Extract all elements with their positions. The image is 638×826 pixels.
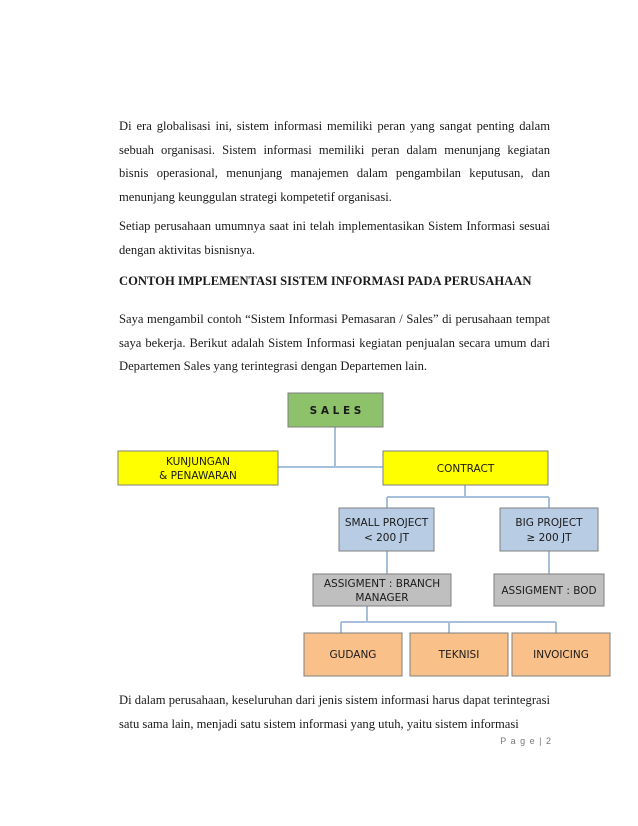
node-assigment-bod	[494, 574, 604, 606]
node-big-project	[500, 508, 598, 551]
node-assigment-branch	[313, 574, 451, 606]
node-big-project-line1: BIG PROJECT	[515, 517, 583, 529]
paragraph-implementation: Setiap perusahaan umumnya saat ini telah implementasikan Sistem Informasi sesuai dengan aktivitas bisnisnya.	[119, 219, 550, 257]
node-bod-label: ASSIGMENT : BOD	[501, 585, 597, 597]
node-big-project-line2: ≥ 200 JT	[526, 532, 572, 544]
node-sales-label: S A L E S	[309, 405, 362, 417]
node-small-project	[339, 508, 434, 551]
node-gudang-label: GUDANG	[329, 649, 377, 661]
node-invoicing-label: INVOICING	[533, 649, 589, 661]
node-sales	[288, 393, 383, 427]
node-teknisi-label: TEKNISI	[438, 649, 480, 661]
node-teknisi	[410, 633, 508, 676]
node-small-project-line1: SMALL PROJECT	[344, 517, 429, 529]
section-heading: CONTOH IMPLEMENTASI SISTEM INFORMASI PADA PERUSAHAAN	[119, 274, 532, 288]
intro-paragraph: Di era globalisasi ini, sistem informasi memiliki peran yang sangat penting dalam sebuah organisasi. Sistem informasi memiliki peran dalam menunjang kegiatan bisnis operasional, menunjang manajemen dalam pengambilan keputusan, dan menunjang keunggulan strategi kompetetif organisasi.	[119, 119, 550, 204]
node-gudang	[304, 633, 402, 676]
node-kunjungan	[118, 451, 278, 485]
node-invoicing	[512, 633, 610, 676]
paragraph-integration: Di dalam perusahaan, keseluruhan dari jenis sistem informasi harus dapat terintegrasi satu sama lain, menjadi satu sistem informasi yang utuh, yaitu sistem informasi	[119, 693, 550, 731]
node-branch-line1: ASSIGMENT : BRANCH	[323, 578, 441, 590]
node-branch-line2: MANAGER	[355, 592, 409, 604]
paragraph-example: Saya mengambil contoh “Sistem Informasi Pemasaran / Sales” di perusahaan tempat saya bekerja. Berikut adalah Sistem Informasi kegiatan penjualan secara umum dari Departemen Sales yang terintegrasi dengan Departemen lain.	[119, 312, 550, 373]
node-kunjungan-line1: KUNJUNGAN	[166, 456, 230, 468]
node-kunjungan-line2: & PENAWARAN	[159, 470, 237, 482]
node-contract	[383, 451, 548, 485]
node-small-project-line2: < 200 JT	[363, 532, 410, 544]
node-contract-label: CONTRACT	[436, 463, 495, 475]
page-number: P a g e | 2	[500, 736, 552, 746]
